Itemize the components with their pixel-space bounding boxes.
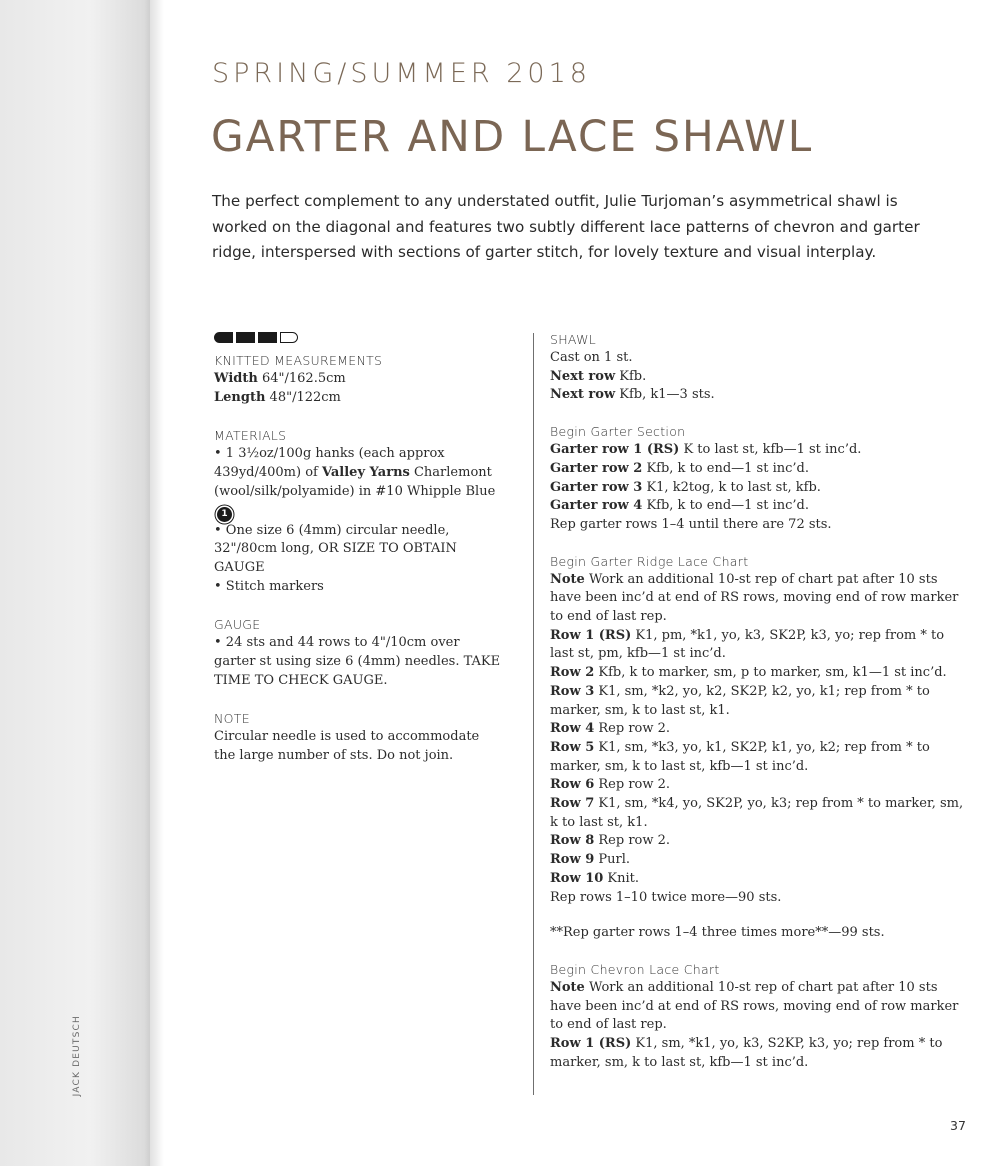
row-label: Row 1 (RS) xyxy=(550,1036,632,1052)
page-title: GARTER AND LACE SHAWL xyxy=(211,112,814,162)
materials-item-needle: • One size 6 (4mm) circular needle, 32"/80cm long, OR SIZE TO OBTAIN GAUGE xyxy=(214,522,457,575)
measurements-heading: KNITTED MEASUREMENTS xyxy=(214,353,383,368)
page-number: 37 xyxy=(950,1118,966,1133)
lace-row xyxy=(550,683,970,720)
row-label: Row 3 xyxy=(550,683,595,699)
next-row-2 xyxy=(550,386,970,405)
gutter-shadow xyxy=(150,0,164,1166)
season-label: SPRING/SUMMER 2018 xyxy=(212,58,591,89)
chevron-heading: Begin Chevron Lace Chart xyxy=(550,961,720,977)
row-text: Kfb, k to marker, sm, p to marker, sm, k1—1 st inc’d. xyxy=(594,665,947,681)
garter-row xyxy=(550,460,970,479)
row-label: Row 2 xyxy=(550,665,595,681)
row-label: Row 4 xyxy=(550,721,595,737)
note-heading: NOTE xyxy=(214,711,250,727)
lace-row xyxy=(550,627,970,664)
note-text: Work an additional 10-st rep of chart pat after 10 sts have been inc’d at end of RS rows, moving end of row marker to end of last rep. xyxy=(550,571,959,625)
right-column xyxy=(550,330,970,1073)
garter-ridge-note xyxy=(550,571,970,627)
row-text: Kfb. xyxy=(615,368,647,384)
materials-item-markers: • Stitch markers xyxy=(214,578,324,594)
lace-row xyxy=(550,664,970,683)
note-label: Note xyxy=(550,979,585,995)
yarn-brand: Valley Yarns xyxy=(321,465,410,481)
garter-ridge-heading: Begin Garter Ridge Lace Chart xyxy=(550,553,749,569)
materials-item-yarn xyxy=(214,445,504,521)
row-text: Rep row 2. xyxy=(594,721,671,737)
row-label: Row 7 xyxy=(550,796,595,812)
row-label: Row 5 xyxy=(550,739,595,755)
length-value: 48"/122cm xyxy=(265,389,341,405)
garter-row xyxy=(550,497,970,516)
width-value: 64"/162.5cm xyxy=(257,371,346,386)
row-label: Row 6 xyxy=(550,777,595,793)
row-label: Next row xyxy=(550,368,616,384)
row-label: Row 9 xyxy=(550,852,595,868)
cast-on: Cast on 1 st. xyxy=(550,350,633,365)
row-label: Garter row 1 (RS) xyxy=(550,442,680,458)
length-label: Length xyxy=(214,389,266,405)
yarn-weight-icon: 1 xyxy=(217,507,232,522)
garter-repeat: **Rep garter rows 1–4 three times more**—99 sts. xyxy=(550,925,885,941)
garter-row xyxy=(550,479,970,498)
lace-row xyxy=(550,776,970,795)
chevron-note xyxy=(550,979,970,1035)
yarn-description: Charlemont (wool/silk/polyamide) in #10 Whipple Blue xyxy=(214,465,496,499)
shawl-heading: SHAWL xyxy=(550,332,597,347)
garter-row xyxy=(550,441,970,460)
width-line xyxy=(214,370,504,389)
lace-row xyxy=(550,739,970,776)
lace-row xyxy=(550,720,970,739)
chevron-row-1 xyxy=(550,1035,970,1072)
row-text: K1, pm, *k1, yo, k3, SK2P, k3, yo; rep from * to last st, pm, kfb—1 st inc’d. xyxy=(550,627,945,662)
skill-bar-filled xyxy=(258,332,277,343)
lace-row xyxy=(550,851,970,870)
skill-level-icon xyxy=(214,332,504,344)
row-text: K1, k2tog, k to last st, kfb. xyxy=(642,479,821,495)
garter-section-heading: Begin Garter Section xyxy=(550,424,686,440)
lace-row xyxy=(550,870,970,889)
row-text: Rep row 2. xyxy=(594,833,671,849)
skill-bar-filled xyxy=(214,332,233,343)
row-text: K1, sm, *k4, yo, SK2P, yo, k3; rep from * to marker, sm, k to last st, k1. xyxy=(550,796,964,830)
length-line xyxy=(214,389,504,408)
row-label: Row 8 xyxy=(550,833,595,849)
gauge-heading: GAUGE xyxy=(214,617,261,633)
row-text: Kfb, k to end—1 st inc’d. xyxy=(642,460,809,476)
garter-ridge-rep: Rep rows 1–10 twice more—90 sts. xyxy=(550,889,782,905)
garter-rep: Rep garter rows 1–4 until there are 72 sts. xyxy=(550,516,832,532)
skill-bar-empty xyxy=(280,332,298,343)
row-label: Garter row 3 xyxy=(550,479,643,495)
row-text: Rep row 2. xyxy=(594,777,671,793)
note-label: Note xyxy=(550,571,585,587)
lace-row xyxy=(550,795,970,832)
row-label: Row 1 (RS) xyxy=(550,627,632,643)
gauge-text: • 24 sts and 44 rows to 4"/10cm over garter st using size 6 (4mm) needles. TAKE TIME TO CHECK GAUGE. xyxy=(214,635,501,688)
photo-credit: JACK DEUTSCH xyxy=(72,1015,82,1097)
row-text: K1, sm, *k1, yo, k3, S2KP, k3, yo; rep from * to marker, sm, k to last st, kfb—1 st inc’d. xyxy=(550,1036,943,1070)
intro-paragraph: The perfect complement to any understated outfit, Julie Turjoman’s asymmetrical shawl is worked on the diagonal and features two subtly different lace patterns of chevron and garter ridge, interspersed with sections of garter stitch, for lovely texture and visual interplay. xyxy=(212,192,920,261)
row-label: Next row xyxy=(550,387,616,403)
width-label: Width xyxy=(214,371,258,386)
materials-heading: MATERIALS xyxy=(214,428,287,444)
row-text: K1, sm, *k2, yo, k2, SK2P, k2, yo, k1; rep from * to marker, sm, k to last st, k1. xyxy=(550,683,930,718)
row-text: K to last st, kfb—1 st inc’d. xyxy=(679,442,862,458)
row-text: Knit. xyxy=(603,870,640,886)
row-text: Purl. xyxy=(594,852,631,868)
left-column xyxy=(214,330,504,766)
note-text: Circular needle is used to accommodate the large number of sts. Do not join. xyxy=(214,729,480,764)
row-text: Kfb, k to end—1 st inc’d. xyxy=(642,498,809,514)
note-text: Work an additional 10-st rep of chart pat after 10 sts have been inc’d at end of RS rows, moving end of row marker to end of last rep. xyxy=(550,979,959,1033)
row-label: Garter row 2 xyxy=(550,460,643,476)
row-text: Kfb, k1—3 sts. xyxy=(615,387,715,403)
yarn-text: • 1 3½oz/100g hanks (each approx 439yd/400m) of xyxy=(214,446,445,481)
column-divider xyxy=(533,333,534,1095)
row-label: Garter row 4 xyxy=(550,498,643,514)
row-label: Row 10 xyxy=(550,870,604,886)
skill-bar-filled xyxy=(236,332,255,343)
row-text: K1, sm, *k3, yo, k1, SK2P, k1, yo, k2; rep from * to marker, sm, k to last st, kfb—1 st inc’d. xyxy=(550,739,930,774)
next-row-1 xyxy=(550,368,970,387)
book-gutter xyxy=(0,0,150,1166)
lace-row xyxy=(550,832,970,851)
